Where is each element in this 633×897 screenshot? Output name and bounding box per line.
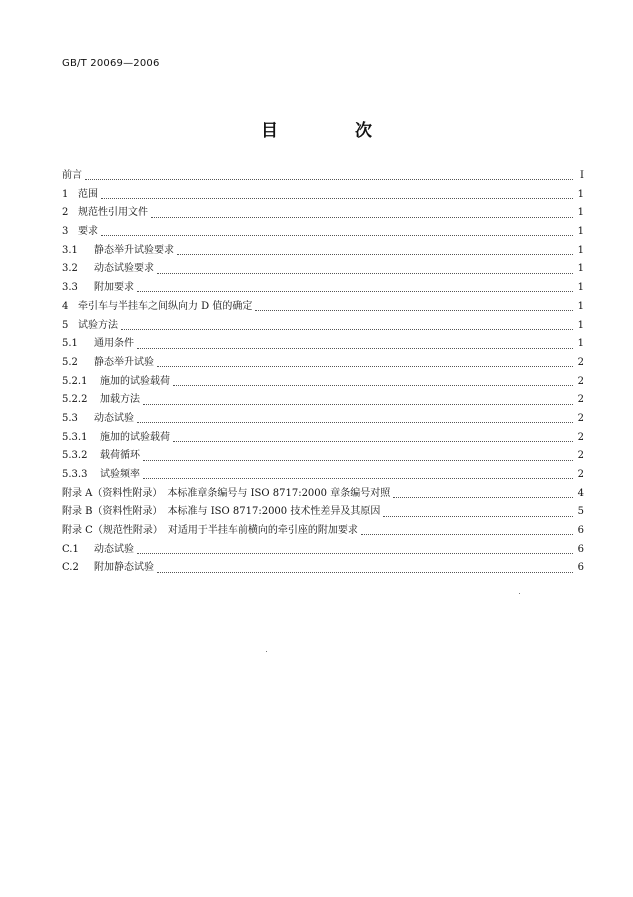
toc-entry-title: 静态举升试验 <box>94 356 154 368</box>
toc-entry-label <box>62 204 148 223</box>
toc-entry-number: 3.2 <box>62 263 78 275</box>
toc-entry-page: 2 <box>577 450 584 462</box>
scan-speck <box>266 651 267 652</box>
toc-entry-page: 1 <box>577 282 584 294</box>
toc-entry-number: 5.2.2 <box>62 394 88 406</box>
toc-entry[interactable] <box>62 466 584 485</box>
toc-leader-dots <box>383 515 573 517</box>
toc-entry-number: C.2 <box>62 562 79 574</box>
toc-entry-title: 试验频率 <box>100 469 140 480</box>
toc-entry-label <box>62 541 134 560</box>
toc-entry-title: 通用条件 <box>94 338 134 350</box>
toc-entry-page: 2 <box>577 394 584 406</box>
toc-entry[interactable] <box>62 260 584 279</box>
toc-entry-label <box>62 429 170 448</box>
toc-leader-dots <box>137 552 573 554</box>
toc-entry[interactable] <box>62 354 584 373</box>
toc-entry-number: 3 <box>62 226 69 238</box>
toc-entry-label <box>62 260 154 279</box>
toc-entry-label <box>62 503 380 522</box>
toc-entry-number: 5.1 <box>62 338 78 350</box>
toc-entry-title: 动态试验 <box>94 543 134 555</box>
toc-entry[interactable] <box>62 298 584 317</box>
toc-entry[interactable] <box>62 167 584 186</box>
toc-entry-label <box>62 335 134 354</box>
toc-leader-dots <box>173 440 573 442</box>
toc-entry-page: 6 <box>577 543 584 555</box>
toc-entry-page: 4 <box>577 487 584 499</box>
standard-code: GB/T 20069—2006 <box>62 58 160 69</box>
toc-entry-title: 试验方法 <box>78 319 118 331</box>
toc-entry-label <box>62 559 154 578</box>
toc-entry-title: 附加静态试验 <box>94 562 154 574</box>
toc-leader-dots <box>143 459 573 461</box>
toc-entry-label <box>62 373 170 392</box>
toc-leader-dots <box>137 421 573 423</box>
toc-entry[interactable] <box>62 485 584 504</box>
toc-entry-label <box>62 279 134 298</box>
toc-entry-page: 1 <box>577 188 584 200</box>
toc-entry[interactable] <box>62 204 584 223</box>
toc-entry-title: 施加的试验载荷 <box>100 375 170 387</box>
toc-entry-number: 5.2 <box>62 356 78 368</box>
toc-leader-dots <box>173 384 573 386</box>
toc-entry-title: 范围 <box>78 188 98 200</box>
toc-entry-title: 附加要求 <box>94 282 134 294</box>
toc-entry[interactable] <box>62 223 584 242</box>
toc-entry[interactable] <box>62 242 584 261</box>
toc-leader-dots <box>101 197 573 199</box>
toc-entry-number: 2 <box>62 207 69 219</box>
toc-entry-page: 6 <box>577 525 584 537</box>
toc-entry-label <box>62 391 140 410</box>
toc-entry[interactable] <box>62 429 584 448</box>
toc-entry[interactable] <box>62 186 584 205</box>
toc-entry[interactable] <box>62 503 584 522</box>
toc-entry-number: 5.3.2 <box>62 450 88 462</box>
toc-entry-label <box>62 447 140 466</box>
toc-entry-label <box>62 466 140 485</box>
toc-entry-title: 施加的试验载荷 <box>100 431 170 443</box>
toc-leader-dots <box>393 496 573 498</box>
toc-entry[interactable] <box>62 541 584 560</box>
toc-entry[interactable] <box>62 373 584 392</box>
toc-entry-page: 1 <box>577 244 584 256</box>
toc-entry-label <box>62 317 118 336</box>
toc-entry[interactable] <box>62 410 584 429</box>
toc-entry-title: 附录 B（资料性附录） 本标准与 ISO 8717:2000 技术性差异及其原因 <box>62 506 381 518</box>
toc-entry-page: 2 <box>577 356 584 368</box>
toc-entry-page: 1 <box>577 263 584 275</box>
toc-leader-dots <box>157 365 573 367</box>
table-of-contents <box>62 167 584 578</box>
toc-leader-dots <box>143 477 573 479</box>
toc-entry-page: 1 <box>577 319 584 331</box>
toc-entry-page: 2 <box>577 412 584 424</box>
toc-entry-title: 附录 C（规范性附录） 对适用于半挂车前横向的牵引座的附加要求 <box>62 525 358 537</box>
toc-entry-page: I <box>580 170 584 181</box>
toc-entry-label <box>62 354 154 373</box>
toc-entry-number: 1 <box>62 188 69 200</box>
toc-entry-title: 规范性引用文件 <box>78 207 148 219</box>
toc-leader-dots <box>255 309 573 311</box>
toc-leader-dots <box>101 234 573 236</box>
toc-entry-page: 5 <box>577 506 584 518</box>
toc-leader-dots <box>157 272 573 274</box>
toc-entry[interactable] <box>62 335 584 354</box>
toc-entry-label <box>62 485 390 504</box>
toc-entry-page: 1 <box>577 207 584 219</box>
toc-entry[interactable] <box>62 559 584 578</box>
toc-entry-number: 3.1 <box>62 244 78 256</box>
toc-entry-page: 1 <box>577 226 584 238</box>
toc-leader-dots <box>151 216 573 218</box>
toc-entry-number: 5.3 <box>62 412 78 424</box>
toc-leader-dots <box>157 571 573 573</box>
toc-entry-page: 1 <box>577 300 584 312</box>
toc-leader-dots <box>177 253 573 255</box>
toc-entry[interactable] <box>62 522 584 541</box>
toc-entry-label <box>62 242 174 261</box>
toc-entry-label <box>62 410 134 429</box>
toc-entry-title: 动态试验 <box>94 412 134 424</box>
toc-entry-page: 2 <box>577 431 584 443</box>
toc-entry-label <box>62 298 252 317</box>
toc-entry-label <box>62 186 98 205</box>
toc-entry-page: 1 <box>577 338 584 350</box>
toc-entry-page: 2 <box>577 469 584 480</box>
toc-entry-title: 要求 <box>78 226 98 238</box>
toc-entry-number: 5.2.1 <box>62 375 88 387</box>
toc-leader-dots <box>85 178 573 180</box>
toc-leader-dots <box>143 403 573 405</box>
toc-entry-title: 载荷循环 <box>100 450 140 462</box>
toc-entry-number: 5.3.1 <box>62 431 88 443</box>
toc-entry-number: 3.3 <box>62 282 78 294</box>
toc-leader-dots <box>361 533 573 535</box>
toc-leader-dots <box>137 347 573 349</box>
toc-entry-title: 牵引车与半挂车之间纵向力 D 值的确定 <box>78 300 253 312</box>
toc-entry-title: 静态举升试验要求 <box>94 244 174 256</box>
toc-entry-number: 4 <box>62 300 69 312</box>
toc-entry-label <box>62 223 98 242</box>
toc-leader-dots <box>137 290 573 292</box>
toc-entry-number: 5.3.3 <box>62 469 88 480</box>
toc-entry-label <box>62 522 358 541</box>
toc-leader-dots <box>121 328 573 330</box>
toc-entry[interactable] <box>62 447 584 466</box>
toc-entry-page: 6 <box>577 562 584 574</box>
toc-entry[interactable] <box>62 317 584 336</box>
toc-entry-title: 前言 <box>62 170 82 181</box>
toc-entry-title: 加载方法 <box>100 394 140 406</box>
scan-speck <box>519 593 520 594</box>
toc-entry-page: 2 <box>577 375 584 387</box>
toc-entry-title: 附录 A（资料性附录） 本标准章条编号与 ISO 8717:2000 章条编号对照 <box>62 487 391 499</box>
toc-entry-label <box>62 167 82 186</box>
toc-entry-title: 动态试验要求 <box>94 263 154 275</box>
page-title: 目 次 <box>261 121 402 141</box>
toc-entry[interactable] <box>62 391 584 410</box>
toc-entry[interactable] <box>62 279 584 298</box>
toc-entry-number: 5 <box>62 319 69 331</box>
toc-entry-number: C.1 <box>62 543 79 555</box>
